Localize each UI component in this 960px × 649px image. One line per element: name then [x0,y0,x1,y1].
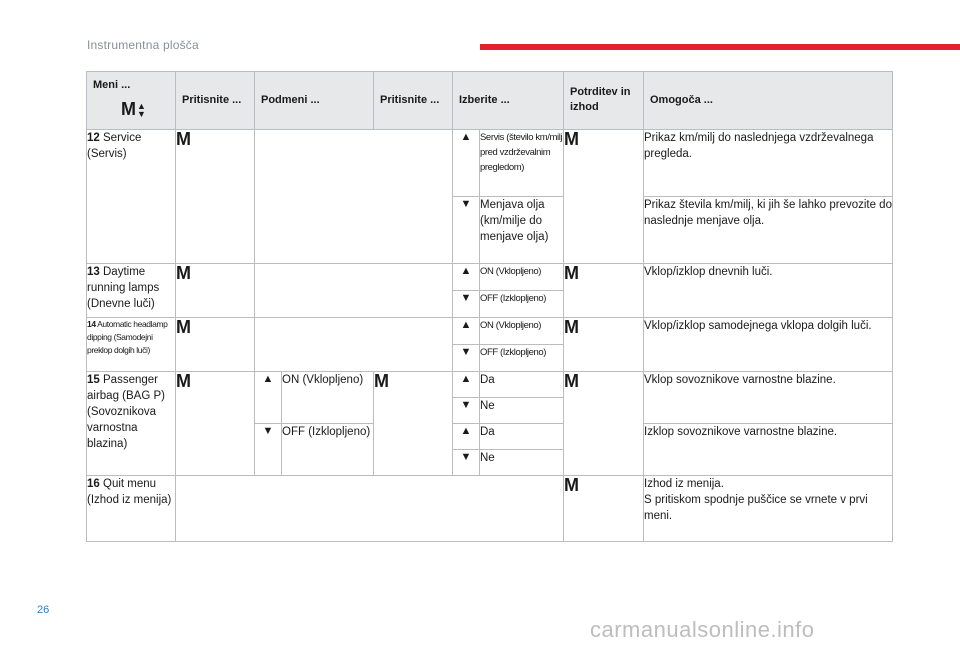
down-arrow-icon: ▼ [453,449,480,475]
menu-item-daytime-lamps: 13 Daytime running lamps (Dnevne luči) [87,263,176,317]
m-updown-icon: M ▲ ▼ [121,99,146,120]
option-label: Ne [480,449,564,475]
up-arrow-icon: ▲ [453,371,480,397]
up-arrow-icon: ▲ [453,317,480,344]
m-key-icon: M [564,129,644,263]
option-label: OFF (Izklopljeno) [480,290,564,317]
table-row [87,263,893,290]
menu-item-auto-headlamp: 14 Automatic headlamp dipping (Samodejni preklop dolgih luči) [87,317,176,371]
description: Prikaz km/milj do naslednjega vzdrževalnega pregleda. [644,129,893,196]
empty-cell [255,263,453,317]
m-key-icon: M [564,475,644,541]
description: Vklop sovoznikove varnostne blazine. [644,371,893,423]
option-label: Servis (število km/milj pred vzdrževalnim pregledom) [480,129,564,196]
down-arrow-icon: ▼ [255,423,282,475]
menu-item-passenger-airbag: 15 Passenger airbag (BAG P) (Sovoznikova varnostna blazina) [87,371,176,475]
m-key-icon: M [176,371,255,475]
m-key-icon: M [564,263,644,317]
description: Izklop sovoznikove varnostne blazine. [644,423,893,475]
option-label: ON (Vklopljeno) [480,263,564,290]
table-row [87,475,893,541]
m-key-icon: M [564,317,644,371]
table-row [87,129,893,196]
col-confirm: Potrditev in izhod [564,72,644,130]
down-arrow-icon: ▼ [453,397,480,423]
col-menu: Meni ... M ▲ ▼ [87,72,176,130]
menu-item-quit: 16 Quit menu (Izhod iz menija) [87,475,176,541]
table-header-row [87,72,893,130]
option-label: Da [480,423,564,449]
submenu-label: OFF (Izklopljeno) [282,423,374,475]
m-key-icon: M [374,371,453,475]
down-arrow-icon: ▼ [453,196,480,263]
up-arrow-icon: ▲ [453,129,480,196]
table-row [87,317,893,344]
menu-item-service: 12 Service (Servis) [87,129,176,263]
menu-table [86,71,893,542]
description: Izhod iz menija. S pritiskom spodnje puščice se vrnete v prvi meni. [644,475,893,541]
option-label: OFF (Izklopljeno) [480,344,564,371]
description: Prikaz števila km/milj, ki jih še lahko prevozite do naslednje menjave olja. [644,196,893,263]
up-arrow-icon: ▲ [255,371,282,423]
up-arrow-icon: ▲ [453,423,480,449]
m-key-icon: M [176,317,255,371]
section-title: Instrumentna plošča [87,38,199,52]
option-label: ON (Vklopljeno) [480,317,564,344]
option-label: Da [480,371,564,397]
col-submenu: Podmeni ... [255,72,374,130]
col-press-1: Pritisnite ... [176,72,255,130]
description: Vklop/izklop samodejnega vklopa dolgih luči. [644,317,893,371]
down-arrow-icon: ▼ [453,344,480,371]
page-number: 26 [37,604,50,616]
empty-cell [255,129,453,263]
empty-cell [255,317,453,371]
option-label: Menjava olja (km/milje do menjave olja) [480,196,564,263]
col-press-2: Pritisnite ... [374,72,453,130]
watermark: carmanualsonline.info [590,617,815,642]
table-row [87,371,893,397]
up-arrow-icon: ▲ [453,263,480,290]
m-key-icon: M [176,129,255,263]
m-key-icon: M [564,371,644,475]
description: Vklop/izklop dnevnih luči. [644,263,893,317]
empty-cell [176,475,564,541]
header-accent-bar [480,44,960,50]
option-label: Ne [480,397,564,423]
submenu-label: ON (Vklopljeno) [282,371,374,423]
m-key-icon: M [176,263,255,317]
col-enables: Omogoča ... [644,72,893,130]
col-select: Izberite ... [453,72,564,130]
down-arrow-icon: ▼ [453,290,480,317]
